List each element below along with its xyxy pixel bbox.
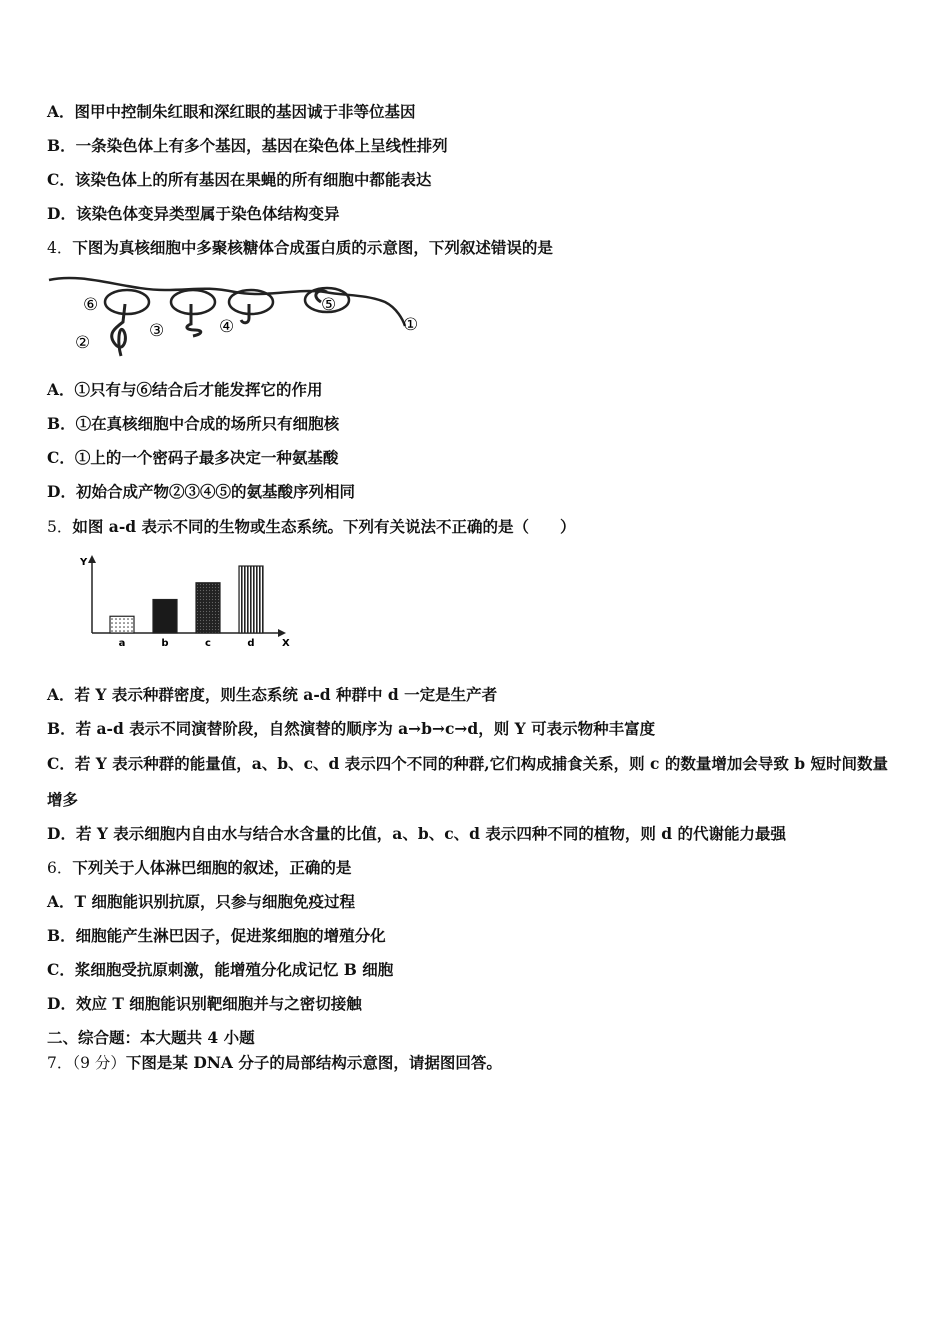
figure-label-2: ②	[75, 333, 91, 353]
q5-stem: 5．如图 a-d 表示不同的生物或生态系统。下列有关说法不正确的是（ ）	[47, 517, 576, 536]
q6-stem: 6．下列关于人体淋巴细胞的叙述，正确的是	[47, 858, 352, 877]
q6-option-d: D．效应 T 细胞能识别靶细胞并与之密切接触	[47, 994, 362, 1013]
q6-option-c: C．浆细胞受抗原刺激，能增殖分化成记忆 B 细胞	[47, 960, 394, 979]
q5-bar-chart	[70, 553, 300, 653]
q6-option-b: B．细胞能产生淋巴因子，促进浆细胞的增殖分化	[47, 926, 386, 945]
q4-option-b: B．①在真核细胞中合成的场所只有细胞核	[47, 414, 340, 433]
tick-label-b: b	[161, 638, 169, 649]
bar-b	[153, 600, 177, 633]
y-axis-arrow	[88, 555, 96, 563]
q4-option-a: A．①只有与⑥结合后才能发挥它的作用	[47, 380, 323, 399]
section-2-title: 二、综合题：本大题共 4 小题	[47, 1028, 255, 1047]
figure-label-1: ①	[403, 315, 419, 335]
tick-label-a: a	[118, 638, 126, 649]
q5-option-c-cont: 增多	[47, 790, 79, 809]
q5-option-d: D．若 Y 表示细胞内自由水与结合水含量的比值，a、b、c、d 表示四种不同的植物，则 d 的代谢能力最强	[47, 824, 786, 843]
figure-label-6: ⑥	[83, 295, 99, 315]
figure-label-4: ④	[219, 317, 235, 337]
figure-label-3: ③	[149, 321, 165, 341]
q4-stem: 4．下图为真核细胞中多聚核糖体合成蛋白质的示意图，下列叙述错误的是	[47, 238, 553, 257]
q5-option-c: C．若 Y 表示种群的能量值，a、b、c、d 表示四个不同的种群,它们构成捕食关系，则 c 的数量增加会导致 b 短时间数量	[47, 754, 889, 773]
q4-option-d: D．初始合成产物②③④⑤的氨基酸序列相同	[47, 482, 355, 501]
q7-stem: 7．（9 分）下图是某 DNA 分子的局部结构示意图，请据图回答。	[47, 1053, 502, 1072]
y-axis-label: Y	[80, 557, 88, 568]
q5-option-b: B．若 a-d 表示不同演替阶段，自然演替的顺序为 a→b→c→d，则 Y 可表示物种丰富度	[47, 719, 656, 738]
q6-option-a: A．T 细胞能识别抗原，只参与细胞免疫过程	[47, 892, 355, 911]
q4-option-c: C．①上的一个密码子最多决定一种氨基酸	[47, 448, 339, 467]
q3-option-c: C．该染色体上的所有基因在果蝇的所有细胞中都能表达	[47, 170, 432, 189]
bar-d	[239, 566, 263, 633]
x-axis-arrow	[278, 629, 286, 637]
tick-label-d: d	[247, 638, 255, 649]
q3-option-b: B．一条染色体上有多个基因，基因在染色体上呈线性排列	[47, 136, 448, 155]
polyribosome-figure	[45, 268, 435, 368]
bar-c	[196, 583, 220, 633]
bar-a	[110, 616, 134, 633]
q5-option-a: A．若 Y 表示种群密度，则生态系统 a-d 种群中 d 一定是生产者	[47, 685, 498, 704]
figure-label-5: ⑤	[321, 295, 337, 315]
q3-option-a: A．图甲中控制朱红眼和深红眼的基因诚于非等位基因	[47, 102, 416, 121]
q3-option-d: D．该染色体变异类型属于染色体结构变异	[47, 204, 340, 223]
ribosome-1	[105, 290, 149, 314]
ribosome-2	[171, 290, 215, 314]
tick-label-c: c	[205, 638, 211, 649]
peptide-chain-3	[187, 304, 201, 336]
x-axis-label: X	[282, 638, 290, 649]
